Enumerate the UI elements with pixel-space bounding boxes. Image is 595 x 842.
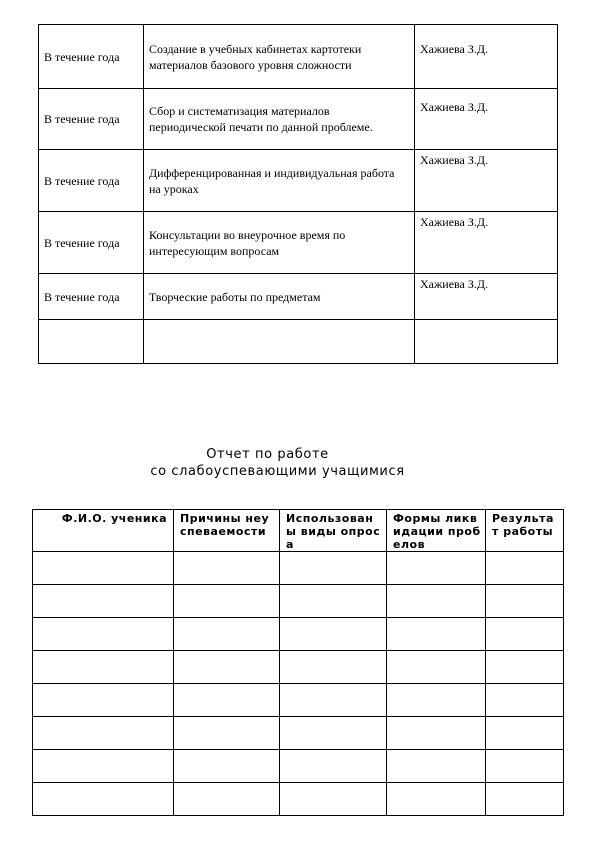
- report-cell: [280, 651, 387, 684]
- report-cell: [280, 618, 387, 651]
- header-survey-types: Использованы виды опроса: [280, 510, 387, 552]
- report-cell: [486, 717, 564, 750]
- responsible-cell: Хажиева З.Д.: [415, 25, 558, 89]
- report-row: [33, 651, 564, 684]
- report-cell: [174, 651, 280, 684]
- report-cell: [486, 783, 564, 816]
- report-cell: [174, 618, 280, 651]
- period-cell: В течение года: [39, 274, 144, 320]
- report-row: [33, 783, 564, 816]
- plan-row: [39, 89, 558, 150]
- report-cell: [486, 651, 564, 684]
- period-cell: В течение года: [39, 212, 144, 274]
- report-cell: [387, 651, 486, 684]
- report-cell: [387, 750, 486, 783]
- activity-cell: Создание в учебных кабинетах картотеки материалов базового уровня сложности: [144, 25, 415, 89]
- activity-cell: [144, 320, 415, 364]
- report-cell: [174, 585, 280, 618]
- report-row: [33, 750, 564, 783]
- report-cell: [486, 552, 564, 585]
- report-body: [33, 552, 564, 816]
- report-cell: [387, 585, 486, 618]
- report-cell: [387, 618, 486, 651]
- report-cell: [486, 618, 564, 651]
- report-cell: [387, 552, 486, 585]
- period-cell: В течение года: [39, 150, 144, 212]
- period-cell: В течение года: [39, 25, 144, 89]
- report-cell: [387, 717, 486, 750]
- header-result: Результат работы: [486, 510, 564, 552]
- plan-row: [39, 320, 558, 364]
- report-cell: [33, 552, 174, 585]
- report-cell: [33, 618, 174, 651]
- header-reasons: Причины неуспеваемости: [174, 510, 280, 552]
- responsible-cell: [415, 320, 558, 364]
- report-cell: [174, 750, 280, 783]
- report-table: [32, 509, 564, 816]
- responsible-cell: Хажиева З.Д.: [415, 150, 558, 212]
- report-title-line2: со слабоуспевающими учащимися: [150, 464, 405, 479]
- report-cell: [33, 684, 174, 717]
- report-cell: [174, 717, 280, 750]
- report-cell: [33, 750, 174, 783]
- report-cell: [387, 684, 486, 717]
- plan-row: [39, 25, 558, 89]
- report-cell: [486, 585, 564, 618]
- plan-row: [39, 150, 558, 212]
- period-cell: В течение года: [39, 89, 144, 150]
- activity-cell: Творческие работы по предметам: [144, 274, 415, 320]
- report-cell: [486, 684, 564, 717]
- responsible-cell: Хажиева З.Д.: [415, 274, 558, 320]
- report-row: [33, 684, 564, 717]
- report-row: [33, 618, 564, 651]
- plan-row: [39, 274, 558, 320]
- report-title-line1: Отчет по работе: [206, 447, 329, 462]
- responsible-cell: Хажиева З.Д.: [415, 212, 558, 274]
- responsible-cell: Хажиева З.Д.: [415, 89, 558, 150]
- report-cell: [174, 684, 280, 717]
- report-cell: [280, 783, 387, 816]
- activity-cell: Сбор и систематизация материалов периодической печати по данной проблеме.: [144, 89, 415, 150]
- header-student-name: Ф.И.О. ученика: [33, 510, 174, 552]
- report-cell: [486, 750, 564, 783]
- report-row: [33, 717, 564, 750]
- report-cell: [33, 651, 174, 684]
- plan-row: [39, 212, 558, 274]
- report-cell: [280, 585, 387, 618]
- header-gap-forms: Формы ликвидации пробелов: [387, 510, 486, 552]
- report-cell: [33, 585, 174, 618]
- report-cell: [33, 783, 174, 816]
- report-row: [33, 585, 564, 618]
- report-cell: [280, 552, 387, 585]
- report-cell: [280, 750, 387, 783]
- activity-cell: Дифференцированная и индивидуальная работа на уроках: [144, 150, 415, 212]
- report-cell: [174, 783, 280, 816]
- report-cell: [280, 717, 387, 750]
- report-row: [33, 552, 564, 585]
- report-cell: [33, 717, 174, 750]
- plan-table: [38, 24, 558, 364]
- report-cell: [280, 684, 387, 717]
- report-header-row: [33, 510, 564, 552]
- report-cell: [387, 783, 486, 816]
- period-cell: [39, 320, 144, 364]
- activity-cell: Консультации во внеурочное время по интересующим вопросам: [144, 212, 415, 274]
- report-cell: [174, 552, 280, 585]
